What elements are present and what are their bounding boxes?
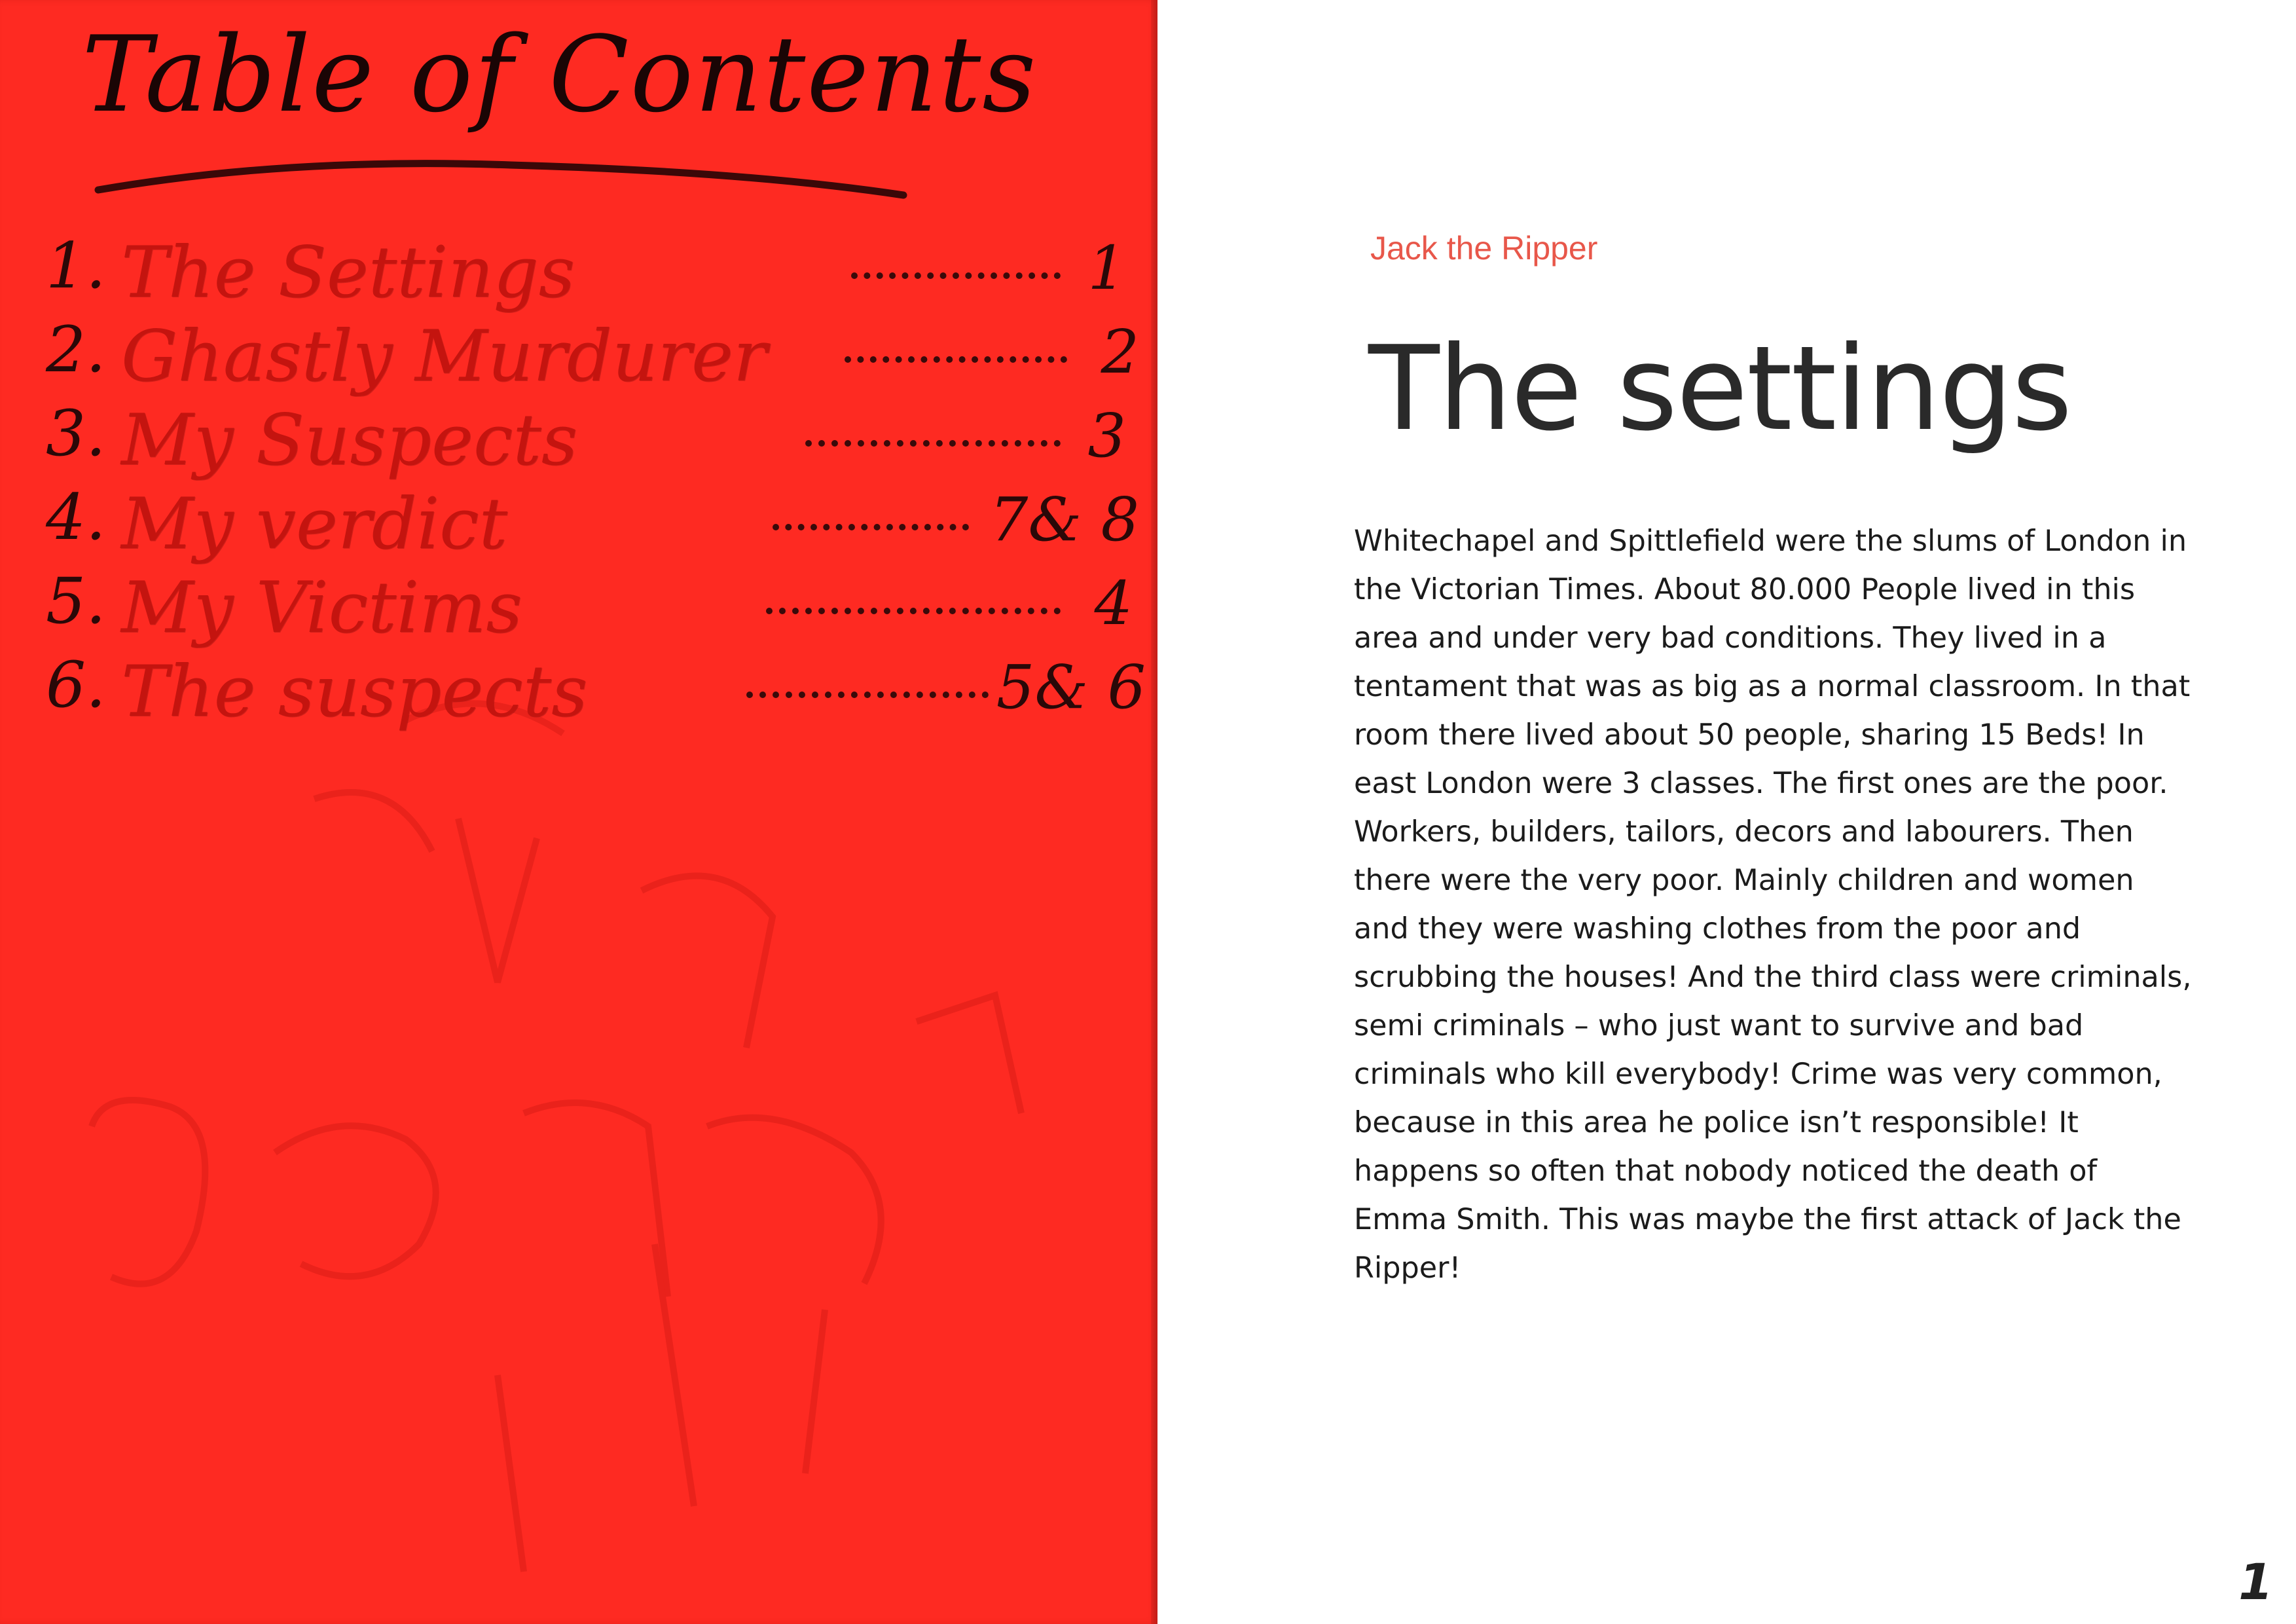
toc-entry[interactable]	[39, 564, 1133, 650]
page-fold	[1151, 0, 1157, 1624]
running-head: Jack the Ripper	[1370, 230, 1598, 267]
toc-entry-number: 4.	[46, 481, 106, 554]
toc-entry-page: 2	[1101, 317, 1139, 387]
title-underline	[92, 151, 917, 210]
toc-entry-number: 2.	[46, 313, 106, 386]
toc-entry-label: My Victims	[121, 567, 522, 649]
toc-entry-number: 3.	[46, 397, 106, 470]
dot-leader	[746, 692, 989, 698]
toc-entry-number: 1.	[46, 229, 106, 303]
toc-entry-number: 5.	[46, 564, 106, 638]
toc-entry-page: 5& 6	[996, 652, 1146, 722]
toc-entry[interactable]	[39, 397, 1126, 482]
dot-leader	[851, 272, 1061, 279]
dot-leader	[773, 524, 969, 530]
toc-title: Table of Contents	[82, 13, 1038, 136]
dot-leader	[845, 356, 1067, 363]
toc-entry-number: 6.	[46, 648, 106, 722]
body-text	[1354, 517, 2192, 1293]
toc-entry[interactable]	[39, 229, 1126, 314]
toc-entry-label: The suspects	[121, 651, 588, 733]
toc-entry-page: 1	[1087, 233, 1126, 303]
content-page	[1157, 0, 2296, 1624]
toc-entry-page: 3	[1087, 401, 1126, 471]
page-number: 1	[2238, 1553, 2273, 1611]
dot-leader	[805, 440, 1061, 447]
toc-entry[interactable]	[39, 481, 1139, 566]
toc-entry-label: My verdict	[121, 483, 508, 565]
toc-entry-label: My Suspects	[121, 399, 578, 481]
toc-entry-label: Ghastly Murdurer	[121, 316, 767, 397]
toc-entry-label: The Settings	[121, 232, 575, 314]
toc-entry[interactable]	[39, 313, 1139, 398]
body-paragraph: Whitechapel and Spittlefield were the slums of London in the Victorian Times. About 80.000 People lived in this area and under very bad conditions. They lived in a tentament that was as big as a normal classroom. In that room there lived about 50 people, sharing 15 Beds! In east London were 3 classes. The first ones are the poor. Workers, builders, tailors, decors and labourers. Then there were the very poor. Mainly children and women and they were washing clothes from the poor and scrubbing the houses! And the third class were criminals, semi criminals – who just want to survive and bad criminals who kill everybody! Crime was very common, because in this area he police isn’t responsible! It happens so often that nobody noticed the death of Emma Smith. This was maybe the first attack of Jack the Ripper!	[1354, 525, 2192, 1285]
toc-entry-page: 4	[1094, 568, 1133, 638]
toc-entry[interactable]	[39, 648, 1146, 733]
page-heading: The settings	[1368, 321, 2071, 456]
dot-leader	[766, 608, 1061, 614]
toc-entry-page: 7& 8	[989, 485, 1139, 555]
